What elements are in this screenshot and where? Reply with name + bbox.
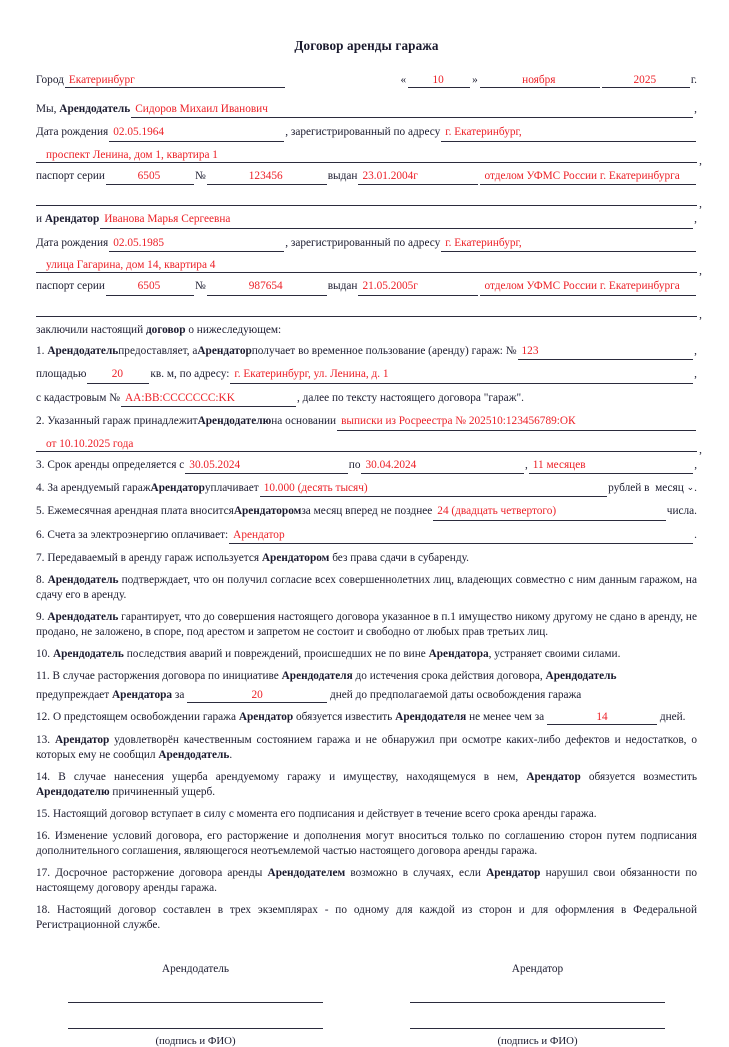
clause-1-num: 1. [36, 344, 45, 357]
clause-14-bold-1: Арендатор [526, 770, 581, 783]
clause-16-num: 16. [36, 829, 51, 842]
landlord-birth-input[interactable]: 02.05.1964 [109, 125, 284, 141]
comma-7: , [694, 344, 697, 357]
preamble-bold: договор [145, 323, 186, 336]
clause-15-num: 15. [36, 807, 51, 820]
signature-line-landlord-2[interactable] [68, 1027, 323, 1029]
clause-11-mid-1: до истечения срока действия договора, [352, 670, 546, 683]
clause-11-line2-post: дней до предполагаемой даты освобождения гаража [330, 689, 582, 702]
signature-column-tenant [390, 963, 685, 1047]
signature-title-tenant: Арендатор [511, 962, 564, 975]
tenant-address-line2-text: улица Гагарина, дом 14, квартира 4 [46, 259, 216, 272]
clause-17-pre: Досрочное расторжение договора аренды [55, 866, 268, 879]
tenant-registered-label: , зарегистрированный по адресу [285, 236, 441, 249]
clause-10-bold-2: Арендатора [428, 648, 489, 661]
clause-7-post: без права сдачи в субаренду. [329, 552, 469, 565]
tenant-name-row [36, 212, 697, 228]
clause-13-num: 13. [36, 733, 51, 746]
landlord-registered-label: , зарегистрированный по адресу [285, 126, 441, 139]
landlord-issued-date-input[interactable]: 23.01.2004г [358, 169, 478, 185]
clause-7-pre: Передаваемый в аренду гараж используется [47, 552, 262, 565]
comma-11: , [694, 458, 698, 471]
clause-14-post: причиненный ущерб. [109, 785, 216, 798]
rent-period-select-value[interactable]: месяц [655, 482, 684, 494]
landlord-role-label: Арендодатель [59, 103, 131, 115]
landlord-birth-row [36, 125, 697, 141]
preamble-before: заключили настоящий [36, 323, 146, 336]
clause-14-pre: В случае нанесения ущерба арендуемому гаражу и имуществу, находящемуся в нем, [58, 770, 527, 783]
payment-day-input[interactable]: 24 (двадцать четвертого) [433, 504, 665, 520]
clause-1-row-b [36, 367, 697, 383]
month-input[interactable]: ноября [480, 74, 600, 88]
city-input[interactable]: Екатеринбург [65, 74, 285, 88]
clause-1-mid-2: получает во временное пользование (аренду) гараж: № [251, 344, 517, 357]
clause-11-line2-mid: за [172, 689, 185, 702]
clause-16-text: Изменение условий договора, его расторжение и дополнения могут вноситься только по соглашению сторон путем подписания дополнительного соглашения, являющегося неотъемлемой частью настоящего договора аренды гаража. [36, 829, 698, 857]
comma-3: , [699, 198, 702, 211]
clause-4-row [36, 481, 697, 497]
clause-12-pre: О предстоящем освобождении гаража [52, 711, 239, 724]
clause-3-num: 3. [36, 458, 45, 471]
clause-5-tail: числа. [666, 505, 697, 518]
clause-11-bold-3: Арендатора [112, 689, 173, 702]
area-input[interactable]: 20 [87, 367, 149, 383]
clause-13-bold-1: Арендатор [54, 733, 110, 746]
clause-5-num: 5. [36, 505, 45, 518]
notice-days-landlord-input[interactable]: 20 [187, 690, 327, 703]
comma-5: , [699, 265, 702, 278]
clause-9-num: 9. [36, 611, 45, 624]
tenant-issued-date-input[interactable]: 21.05.2005г [358, 279, 478, 295]
clause-9-text: гарантирует, что до совершения настоящего договора указанное в п.1 имущество никому другому не сдано в аренду, не продано, не заложено, в споре, под арестом и запретом не состоит и свободно от любых прав третьих лиц. [36, 611, 697, 639]
clause-18-num: 18. [36, 903, 51, 916]
clause-1-bold-2: Арендатор [197, 344, 252, 357]
ownership-basis-line1-input[interactable]: выписки из Росреестра № 202510:123456789:ОК [337, 414, 696, 430]
clause-18-text: Настоящий договор составлен в трех экземплярах - по одному для каждой из сторон и для оформления в Федеральной Регистрационной службе. [36, 903, 698, 931]
clause-3-pre: Срок аренды определяется с [47, 458, 185, 471]
clause-15-paragraph [36, 807, 697, 822]
clause-13-paragraph [36, 733, 697, 763]
period-2: . [694, 528, 697, 541]
clause-17-post: нарушил свои обязанности по настоящему договору аренды гаража. [36, 866, 698, 894]
landlord-issued-by-input[interactable]: отделом УФМС России г. Екатеринбурга [480, 169, 696, 185]
landlord-name-input[interactable]: Сидоров Михаил Иванович [131, 102, 693, 118]
period-1: . [694, 482, 697, 494]
landlord-issued-label: выдан [327, 169, 358, 182]
tenant-passport-label: паспорт серии [36, 280, 105, 293]
clause-11-bold-2: Арендодатель [545, 670, 617, 683]
clause-2-pre: Указанный гараж принадлежит [47, 415, 198, 428]
landlord-extra-line[interactable] [36, 192, 702, 211]
comma-1: , [694, 103, 697, 115]
landlord-passport-series-input[interactable]: 6505 [106, 169, 194, 185]
signature-caption-landlord: (подпись и ФИО) [155, 1034, 236, 1047]
clause-14-paragraph [36, 770, 697, 800]
clause-14-mid: обязуется возместить [580, 770, 697, 783]
clause-14-bold-2: Арендодателю [36, 785, 110, 798]
garage-address-input[interactable]: г. Екатеринбург, ул. Ленина, д. 1 [230, 367, 693, 383]
landlord-intro: Мы, [36, 103, 57, 115]
clause-8-bold: Арендодатель [47, 574, 119, 587]
clause-1-bold-1: Арендодатель [47, 344, 119, 357]
city-label: Город [36, 74, 64, 86]
clause-7-bold: Арендатором [261, 552, 330, 565]
tenant-name-input[interactable]: Иванова Марья Сергеевна [100, 212, 693, 228]
tenant-issued-by-input[interactable]: отделом УФМС России г. Екатеринбурга [480, 279, 696, 295]
clause-12-mid-1: обязуется известить [293, 711, 396, 724]
clause-18-paragraph [36, 903, 697, 933]
clause-2-bold: Арендодателю [197, 415, 272, 428]
clause-8-text: подтверждает, что он получил согласие всех совершеннолетних лиц, владеющих совместно с ним данным гаражом, на сдачу его в аренду. [36, 574, 697, 602]
rent-amount-input[interactable]: 10.000 (десять тысяч) [260, 481, 607, 497]
clause-8-num: 8. [36, 574, 45, 587]
comma-8: , [694, 368, 697, 381]
year-input[interactable]: 2025 [602, 74, 690, 88]
comma-6: , [699, 308, 702, 321]
comma-4: , [694, 213, 697, 226]
year-suffix: г. [690, 74, 697, 86]
date-group [400, 74, 698, 88]
signature-line-tenant-2[interactable] [410, 1027, 665, 1029]
clause-17-bold-1: Арендодателем [267, 866, 346, 879]
lease-end-input[interactable]: 30.04.2024 [361, 458, 523, 474]
clause-8-paragraph [36, 573, 697, 603]
signature-line-tenant-1[interactable] [410, 1001, 665, 1003]
clause-10-paragraph [36, 647, 697, 662]
cadastre-label: с кадастровым № [36, 391, 120, 404]
landlord-address-line2-input[interactable] [36, 148, 702, 167]
clause-13-mid: удовлетворён качественным состоянием гаража и не обнаружил при осмотре каких-либо дефектов и недостатков, о которых ему не сообщил [36, 733, 697, 761]
clause-1-mid-1: предоставляет, а [118, 344, 198, 357]
header-city-date-row [36, 74, 697, 88]
area-unit-label: кв. м, по адресу: [150, 368, 230, 381]
tenant-address-line1-input[interactable]: г. Екатеринбург, [441, 236, 696, 252]
cadastre-tail: , далее по тексту настоящего договора "гараж". [297, 391, 524, 404]
tenant-extra-line[interactable] [36, 303, 702, 321]
landlord-address-line2-text: проспект Ленина, дом 1, квартира 1 [46, 148, 218, 161]
clause-11-paragraph-line1 [36, 669, 697, 684]
clause-17-num: 17. [36, 866, 51, 879]
clause-3-mid: по [348, 458, 361, 471]
landlord-passport-number-input[interactable]: 123456 [207, 169, 327, 185]
landlord-name-row [36, 102, 697, 118]
landlord-passport-row [36, 169, 697, 185]
electricity-payer-input[interactable]: Арендатор [229, 528, 693, 544]
clause-12-mid-2: не менее чем за [466, 711, 545, 724]
clause-11-bold-1: Арендодателя [281, 670, 353, 683]
lease-duration-input[interactable]: 11 месяцев [529, 458, 693, 474]
lease-start-input[interactable]: 30.05.2024 [185, 458, 347, 474]
clause-6-pre: Счета за электроэнергию оплачивает: [47, 528, 229, 541]
clause-16-paragraph [36, 829, 697, 859]
clause-11-num: 11. [36, 670, 50, 683]
landlord-birth-label: Дата рождения [36, 126, 109, 139]
ownership-basis-line2-input[interactable] [36, 437, 702, 456]
garage-number-input[interactable]: 123 [518, 344, 694, 360]
clause-9-bold: Арендодатель [47, 611, 119, 624]
tenant-intro: и [36, 213, 43, 226]
clause-4-post: уплачивает [204, 482, 259, 494]
clause-7-num: 7. [36, 552, 45, 565]
preamble-after: о нижеследующем: [185, 323, 282, 336]
clause-10-post: , устраняет своими силами. [488, 648, 621, 661]
clause-4-bold: Арендатор [150, 482, 205, 494]
preamble-paragraph [36, 323, 697, 338]
signature-line-landlord-1[interactable] [68, 1001, 323, 1003]
clause-2-row-a [36, 414, 697, 430]
clause-1-row-c [36, 391, 697, 407]
clause-3-row [36, 458, 697, 474]
clause-12-bold-1: Арендатор [238, 711, 294, 724]
comma-10: , [524, 458, 528, 471]
clause-9-paragraph [36, 610, 697, 640]
clause-5-pre: Ежемесячная арендная плата вносится [47, 505, 234, 518]
signature-caption-tenant: (подпись и ФИО) [497, 1034, 578, 1047]
clause-11-paragraph-line2 [36, 688, 697, 703]
clause-13-post: . [229, 748, 233, 761]
tenant-role-label: Арендатор [44, 213, 100, 226]
tenant-address-line2-input[interactable] [36, 259, 702, 278]
clause-2-num: 2. [36, 415, 45, 428]
clause-13-bold-2: Арендодатель [158, 748, 230, 761]
landlord-address-line1-input[interactable]: г. Екатеринбург, [441, 125, 696, 141]
tenant-passport-series-input[interactable]: 6505 [106, 279, 194, 295]
tenant-passport-number-input[interactable]: 987654 [207, 279, 327, 295]
clause-6-row [36, 528, 697, 544]
day-input[interactable]: 10 [408, 74, 470, 88]
clause-11-line2-pre: предупреждает [36, 689, 113, 702]
clause-14-num: 14. [36, 770, 51, 783]
clause-15-text: Настоящий договор вступает в силу с момента его подписания и действует в течение всего срока аренды гаража. [52, 807, 597, 820]
signature-title-landlord: Арендодатель [161, 962, 230, 975]
tenant-birth-input[interactable]: 02.05.1985 [109, 236, 284, 252]
clause-10-mid: последствия аварий и повреждений, происшедших не по вине [123, 648, 429, 661]
clause-4-pre: За арендуемый гараж [47, 482, 151, 494]
clause-10-bold-1: Арендодатель [52, 648, 124, 661]
tenant-passport-row [36, 279, 697, 295]
signature-column-landlord [48, 963, 343, 1047]
clause-5-post: за месяц вперед не позднее [301, 505, 433, 518]
clause-7-paragraph [36, 551, 697, 566]
clause-2-post: на основании [271, 415, 337, 428]
clause-4-tail: рублей в [608, 482, 650, 494]
clause-17-paragraph [36, 866, 697, 896]
quote-open: « [400, 74, 407, 86]
clause-17-bold-2: Арендатор [486, 866, 541, 879]
signature-block [36, 963, 697, 1047]
clause-10-num: 10. [36, 648, 51, 661]
area-label: площадью [36, 368, 87, 381]
clause-1-row-a [36, 344, 697, 360]
clause-5-row [36, 504, 697, 520]
comma-9: , [699, 443, 702, 456]
quote-close: » [472, 74, 478, 86]
city-group [36, 74, 286, 88]
clause-6-num: 6. [36, 528, 45, 541]
clause-17-mid: возможно в случаях, если [345, 866, 487, 879]
cadastre-input[interactable]: AA:BB:CCCCCCC:KK [121, 391, 296, 407]
clause-12-post: дней. [659, 711, 686, 724]
tenant-issued-label: выдан [327, 280, 358, 293]
tenant-birth-label: Дата рождения [36, 236, 109, 249]
notice-days-tenant-input[interactable]: 14 [547, 712, 657, 725]
clause-11-pre: В случае расторжения договора по инициативе [52, 670, 282, 683]
ownership-basis-line2-text: от 10.10.2025 года [46, 437, 134, 450]
clause-5-bold: Арендатором [233, 505, 302, 518]
clause-4-num: 4. [36, 482, 45, 494]
tenant-number-label: № [194, 280, 206, 293]
clause-12-paragraph [36, 710, 697, 725]
page-title: Договор аренды гаража [294, 38, 439, 53]
landlord-number-label: № [194, 169, 206, 182]
comma-2: , [699, 154, 702, 167]
landlord-passport-label: паспорт серии [36, 169, 105, 182]
clause-12-bold-2: Арендодателя [395, 711, 467, 724]
tenant-birth-row [36, 236, 697, 252]
clause-12-num: 12. [36, 711, 51, 724]
chevron-down-icon[interactable]: ⌄ [686, 482, 695, 492]
